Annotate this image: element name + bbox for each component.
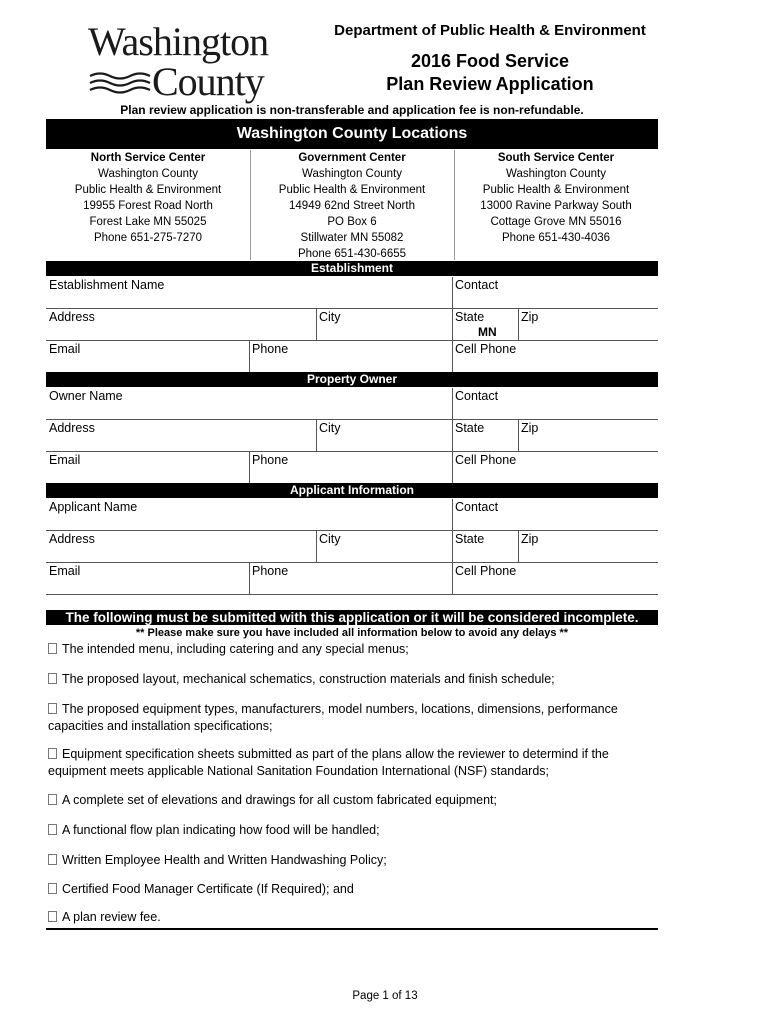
location-line: Phone 651-430-4036 bbox=[501, 232, 611, 244]
checkbox-icon[interactable] bbox=[48, 854, 57, 865]
applicant-section bbox=[46, 499, 658, 595]
establishment-address-row bbox=[46, 309, 658, 341]
establishment-name-row bbox=[46, 277, 658, 309]
location-line: Washington County bbox=[98, 168, 198, 180]
applicant-name-row bbox=[46, 499, 658, 531]
applicant-phone-field[interactable]: Phone bbox=[252, 564, 289, 578]
page-number: Page 1 of 13 bbox=[352, 990, 418, 1002]
property-owner-heading: Property Owner bbox=[46, 372, 658, 387]
applicant-email-field[interactable]: Email bbox=[49, 564, 81, 578]
establishment-address-field[interactable]: Address bbox=[49, 310, 95, 324]
establishment-email-field[interactable]: Email bbox=[49, 342, 81, 356]
checkbox-icon[interactable] bbox=[48, 911, 57, 922]
establishment-zip-field[interactable]: Zip bbox=[521, 310, 539, 324]
owner-contact-field[interactable]: Contact bbox=[455, 389, 499, 403]
applicant-heading: Applicant Information bbox=[46, 483, 658, 498]
owner-email-field[interactable]: Email bbox=[49, 453, 81, 467]
requirement-text: The proposed layout, mechanical schematics, construction materials and finish schedule; bbox=[62, 672, 555, 686]
location-south bbox=[454, 150, 658, 246]
checkbox-icon[interactable] bbox=[48, 703, 57, 714]
location-north bbox=[46, 150, 250, 246]
logo-text-washington: Washington bbox=[88, 19, 269, 64]
establishment-name-field[interactable]: Establishment Name bbox=[49, 278, 165, 292]
applicant-city-field[interactable]: City bbox=[319, 532, 341, 546]
requirement-item bbox=[48, 909, 648, 926]
owner-name-field[interactable]: Owner Name bbox=[49, 389, 123, 403]
establishment-state-field[interactable]: State bbox=[455, 310, 485, 324]
requirement-text: A functional flow plan indicating how food will be handled; bbox=[62, 823, 380, 837]
applicant-contact-field[interactable]: Contact bbox=[455, 500, 499, 514]
requirement-text: Equipment specification sheets submitted as part of the plans allow the reviewer to determind if the equipment meets applicable National Sanitation Foundation International (NSF) standards; bbox=[48, 747, 609, 778]
establishment-state-value: MN bbox=[478, 325, 497, 339]
owner-address-field[interactable]: Address bbox=[49, 421, 95, 435]
applicant-contact-row bbox=[46, 563, 658, 595]
applicant-cell-field[interactable]: Cell Phone bbox=[455, 564, 517, 578]
owner-city-field[interactable]: City bbox=[319, 421, 341, 435]
checkbox-icon[interactable] bbox=[48, 883, 57, 894]
location-line: Public Health & Environment bbox=[74, 184, 222, 196]
location-line: Phone 651-430-6655 bbox=[297, 248, 407, 260]
non-transferable-notice: Plan review application is non-transferable and application fee is non-refundable. bbox=[120, 103, 584, 117]
washington-county-logo bbox=[88, 19, 269, 104]
applicant-state-field[interactable]: State bbox=[455, 532, 485, 546]
location-line: Public Health & Environment bbox=[278, 184, 426, 196]
location-line: Phone 651-275-7270 bbox=[93, 232, 203, 244]
location-government bbox=[250, 150, 454, 262]
requirement-item bbox=[48, 852, 648, 869]
department-title: Department of Public Health & Environment bbox=[334, 22, 646, 39]
applicant-zip-field[interactable]: Zip bbox=[521, 532, 539, 546]
establishment-section bbox=[46, 277, 658, 373]
location-line: Forest Lake MN 55025 bbox=[89, 216, 207, 228]
checkbox-icon[interactable] bbox=[48, 673, 57, 684]
owner-contact-row bbox=[46, 452, 658, 484]
locations-table bbox=[46, 150, 658, 260]
requirement-item bbox=[48, 746, 648, 780]
establishment-contact-row bbox=[46, 341, 658, 373]
location-line: Cottage Grove MN 55016 bbox=[490, 216, 622, 228]
location-name: South Service Center bbox=[497, 152, 615, 164]
location-line: Public Health & Environment bbox=[482, 184, 630, 196]
title-line-2: Plan Review Application bbox=[386, 74, 594, 94]
property-owner-section bbox=[46, 388, 658, 484]
owner-cell-field[interactable]: Cell Phone bbox=[455, 453, 517, 467]
location-line: Washington County bbox=[302, 168, 402, 180]
location-line: 14949 62nd Street North bbox=[289, 200, 415, 212]
requirement-text: A plan review fee. bbox=[62, 910, 161, 924]
applicant-address-field[interactable]: Address bbox=[49, 532, 95, 546]
requirement-text: The proposed equipment types, manufacturers, model numbers, locations, dimensions, performance capacities and installation specifications; bbox=[48, 702, 618, 733]
checkbox-icon[interactable] bbox=[48, 824, 57, 835]
applicant-address-row bbox=[46, 531, 658, 563]
owner-zip-field[interactable]: Zip bbox=[521, 421, 539, 435]
location-line: 13000 Ravine Parkway South bbox=[480, 200, 632, 212]
applicant-name-field[interactable]: Applicant Name bbox=[49, 500, 138, 514]
requirement-text: A complete set of elevations and drawings for all custom fabricated equipment; bbox=[62, 793, 497, 807]
location-name: Government Center bbox=[298, 152, 406, 164]
requirement-text: The intended menu, including catering and any special menus; bbox=[62, 642, 409, 656]
owner-phone-field[interactable]: Phone bbox=[252, 453, 289, 467]
requirement-item bbox=[48, 641, 648, 658]
owner-name-row bbox=[46, 388, 658, 420]
requirement-text: Written Employee Health and Written Handwashing Policy; bbox=[62, 853, 387, 867]
application-title bbox=[300, 50, 680, 96]
requirement-item bbox=[48, 792, 648, 809]
requirement-item bbox=[48, 881, 648, 898]
requirements-bottom-rule bbox=[46, 928, 658, 930]
checkbox-icon[interactable] bbox=[48, 794, 57, 805]
checkbox-icon[interactable] bbox=[48, 748, 57, 759]
location-line: Stillwater MN 55082 bbox=[300, 232, 404, 244]
checkbox-icon[interactable] bbox=[48, 643, 57, 654]
establishment-phone-field[interactable]: Phone bbox=[252, 342, 289, 356]
requirement-item bbox=[48, 701, 648, 735]
logo-waves-icon bbox=[88, 70, 152, 100]
requirement-text: Certified Food Manager Certificate (If Required); and bbox=[62, 882, 354, 896]
establishment-cell-field[interactable]: Cell Phone bbox=[455, 342, 517, 356]
establishment-heading: Establishment bbox=[46, 261, 658, 276]
requirements-note: ** Please make sure you have included all information below to avoid any delays ** bbox=[135, 627, 569, 639]
owner-state-field[interactable]: State bbox=[455, 421, 485, 435]
requirement-item bbox=[48, 822, 648, 839]
location-line: 19955 Forest Road North bbox=[83, 200, 213, 212]
requirement-item bbox=[48, 671, 648, 688]
locations-heading: Washington County Locations bbox=[46, 119, 658, 149]
location-line: Washington County bbox=[506, 168, 606, 180]
title-line-1: 2016 Food Service bbox=[410, 51, 570, 71]
location-name: North Service Center bbox=[90, 152, 206, 164]
establishment-city-field[interactable]: City bbox=[319, 310, 341, 324]
establishment-contact-field[interactable]: Contact bbox=[455, 278, 499, 292]
owner-address-row bbox=[46, 420, 658, 452]
logo-text-county: County bbox=[152, 59, 264, 104]
location-line: PO Box 6 bbox=[327, 216, 377, 228]
requirements-heading: The following must be submitted with this application or it will be considered incomplete. bbox=[46, 610, 658, 625]
